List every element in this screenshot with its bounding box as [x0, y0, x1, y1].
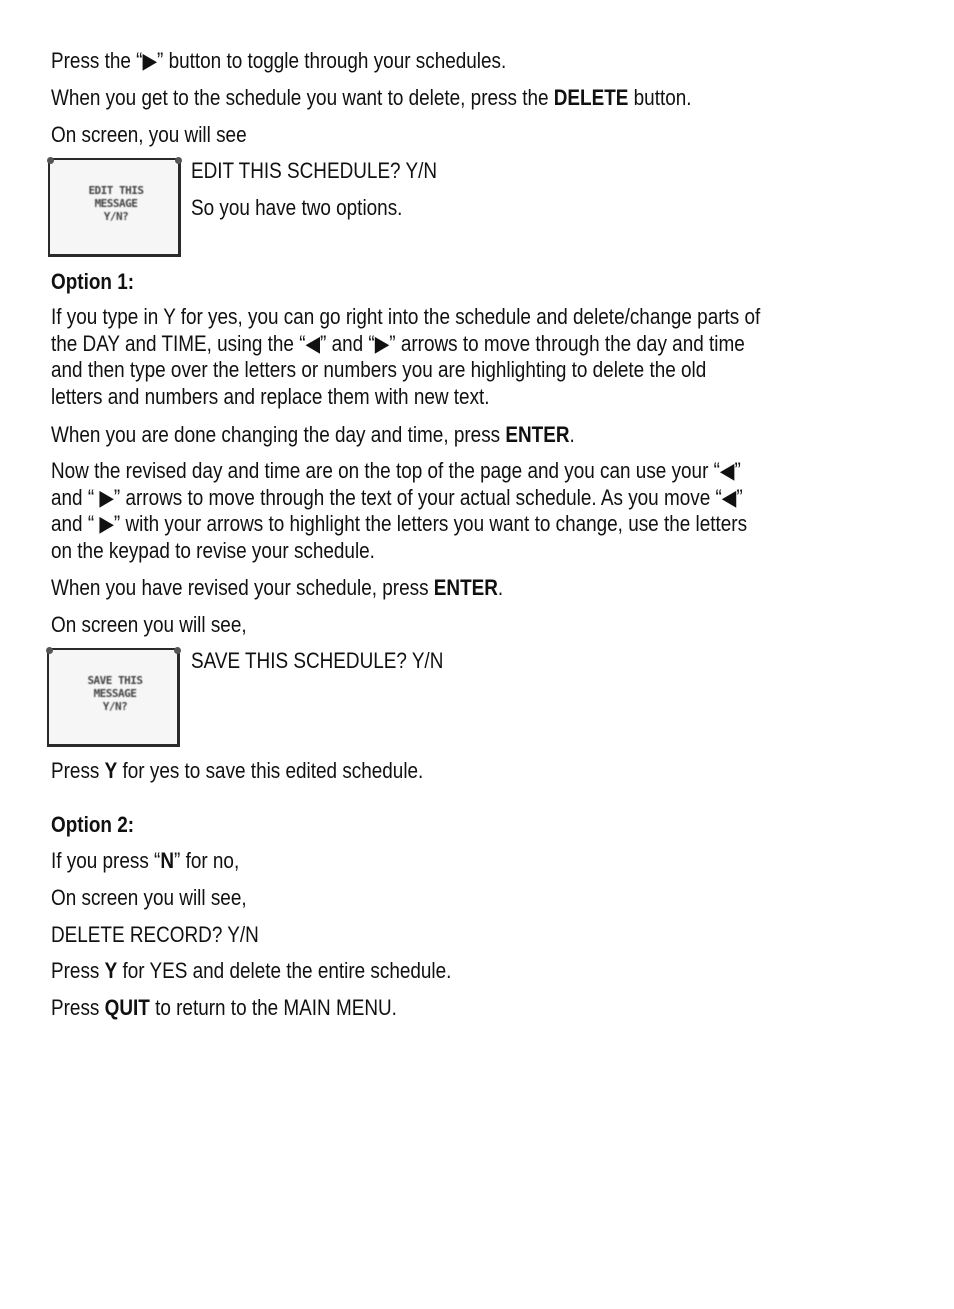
screen-corner [47, 157, 54, 164]
press-n-instruction [51, 847, 239, 874]
instruction-text: Press [51, 758, 105, 783]
paragraph-line: the DAY and TIME, using the “◀” and “▶” arrows to move through the day and time [51, 330, 745, 356]
instruction-text: Press [51, 995, 105, 1020]
revise-paragraph [51, 458, 883, 564]
delete-key-label: DELETE [553, 85, 629, 110]
lcd-line: MESSAGE [94, 197, 138, 210]
lcd-screen-save [47, 648, 180, 747]
lcd-line: Y/N? [103, 210, 129, 223]
delete-instruction [51, 84, 692, 111]
screen-corner [175, 157, 182, 164]
paragraph-line: on the keypad to revise your schedule. [51, 537, 375, 563]
instruction-text: for YES and delete the entire schedule. [117, 958, 452, 983]
lcd-text [75, 674, 155, 713]
paragraph-line: If you type in Y for yes, you can go right into the schedule and delete/change parts of [51, 304, 761, 329]
lcd-line: Y/N? [102, 700, 128, 713]
two-options-text: So you have two options. [191, 195, 403, 220]
lcd-line: MESSAGE [93, 687, 137, 700]
lcd-line: SAVE THIS [87, 674, 143, 687]
option-1-label: Option 1: [51, 269, 135, 294]
option-2-label: Option 2: [51, 812, 135, 837]
edit-prompt: EDIT THIS SCHEDULE? Y/N [191, 158, 438, 183]
enter-key-label: ENTER [433, 575, 498, 600]
period: . [569, 422, 575, 447]
quit-instruction [51, 994, 397, 1021]
paragraph-line: letters and numbers and replace them with new text. [51, 383, 490, 409]
instruction-text: If you press “ [51, 848, 161, 873]
paragraph-line: and “ ▶” arrows to move through the text of your actual schedule. As you move “◀” [51, 484, 743, 510]
option-1-heading [51, 268, 134, 295]
delete-yes-instruction [51, 957, 451, 984]
enter-key-label: ENTER [505, 422, 570, 447]
enter-instruction-text: When you are done changing the day and time, press [51, 422, 506, 447]
instruction-text: to return to the MAIN MENU. [149, 995, 397, 1020]
on-screen-intro-3: On screen you will see, [51, 885, 247, 910]
n-key-label: N [160, 848, 175, 873]
y-key-label: Y [104, 758, 118, 783]
paragraph-line: and “ ▶” with your arrows to highlight the letters you want to change, use the letters [51, 511, 748, 536]
screen-corner [46, 647, 53, 654]
option-1-paragraph [51, 304, 883, 410]
enter-instruction-1 [51, 421, 575, 448]
on-screen-intro-2: On screen you will see, [51, 612, 247, 637]
delete-record-prompt: DELETE RECORD? Y/N [51, 922, 259, 947]
lcd-line: EDIT THIS [88, 184, 144, 197]
paragraph-line: Now the revised day and time are on the top of the page and you can use your “◀” [51, 458, 741, 483]
quit-key-label: QUIT [104, 995, 150, 1020]
lcd-text [76, 184, 156, 223]
enter-instruction-2 [51, 574, 503, 601]
lcd-screen-edit [48, 158, 181, 257]
save-yes-instruction [51, 757, 423, 784]
instruction-text: for yes to save this edited schedule. [117, 758, 424, 783]
paragraph-line: and then type over the letters or numbers you are highlighting to delete the old [51, 357, 707, 382]
y-key-label: Y [104, 958, 118, 983]
delete-instruction-end: button. [628, 85, 692, 110]
instruction-text: ” for no, [174, 848, 240, 873]
period: . [497, 575, 504, 600]
on-screen-intro: On screen, you will see [51, 122, 247, 147]
toggle-instruction: Press the “▶” button to toggle through your schedules. [51, 48, 507, 73]
instruction-text: Press [51, 958, 105, 983]
enter-instruction-text: When you have revised your schedule, press [51, 575, 434, 600]
save-prompt: SAVE THIS SCHEDULE? Y/N [191, 648, 444, 673]
option-2-heading [51, 811, 134, 838]
screen-corner [174, 647, 181, 654]
delete-instruction-text: When you get to the schedule you want to delete, press the [51, 85, 554, 110]
